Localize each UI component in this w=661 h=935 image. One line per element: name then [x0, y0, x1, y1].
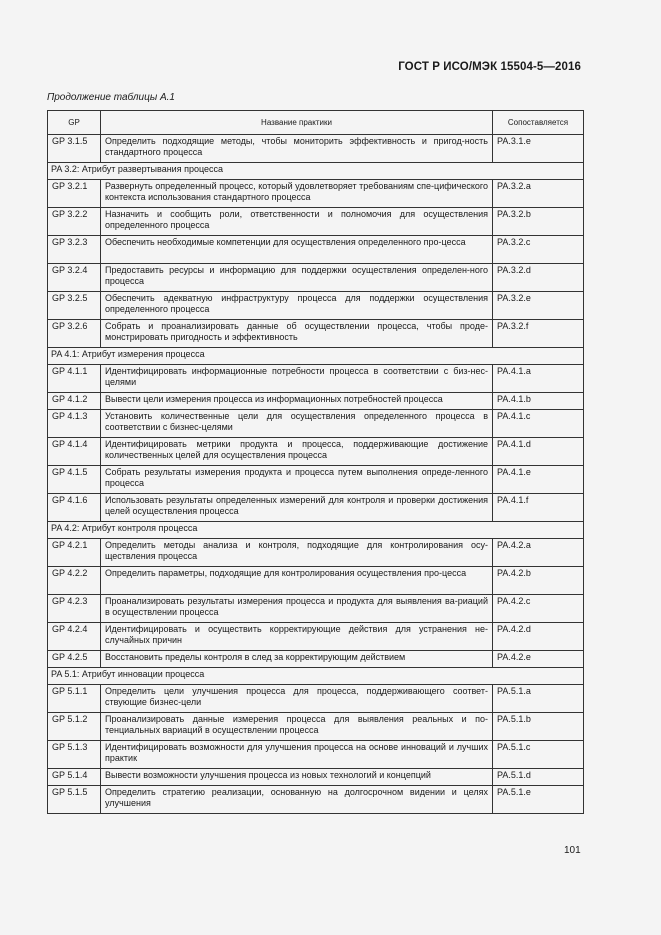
table-row [48, 595, 584, 623]
practice-name-cell: Идентифицировать информационные потребности процесса в соответствии с биз-нес-целями [101, 365, 493, 393]
gp-cell: GP 3.2.2 [48, 208, 101, 236]
table-row [48, 410, 584, 438]
mapped-pa-cell: PA.3.2.d [493, 264, 584, 292]
table-row [48, 180, 584, 208]
practice-name-cell: Вывести цели измерения процесса из информационных потребностей процесса [101, 393, 493, 410]
gp-cell: GP 4.1.1 [48, 365, 101, 393]
table-row [48, 623, 584, 651]
gp-cell: GP 5.1.1 [48, 685, 101, 713]
practice-name-cell: Определить стратегию реализации, основанную на долгосрочном видении и целях улучшения [101, 786, 493, 814]
mapped-pa-cell: PA.3.2.f [493, 320, 584, 348]
mapped-pa-cell: PA.4.2.a [493, 539, 584, 567]
group-row [48, 163, 584, 180]
gp-cell: GP 5.1.5 [48, 786, 101, 814]
group-row [48, 522, 584, 539]
mapped-pa-cell: PA.4.1.f [493, 494, 584, 522]
mapped-pa-cell: PA.4.1.a [493, 365, 584, 393]
practice-name-cell: Назначить и сообщить роли, ответственности и полномочия для осуществления определенного процесса [101, 208, 493, 236]
table-row [48, 365, 584, 393]
mapped-pa-cell: PA.5.1.d [493, 769, 584, 786]
mapped-pa-cell: PA.4.2.d [493, 623, 584, 651]
mapped-pa-cell: PA.3.1.e [493, 135, 584, 163]
table-row [48, 208, 584, 236]
gp-cell: GP 4.2.5 [48, 651, 101, 668]
table-header-row [48, 111, 584, 135]
gp-cell: GP 5.1.3 [48, 741, 101, 769]
practice-name-cell: Идентифицировать метрики продукта и процесса, поддерживающие достижение количественных целей для осуществления процесса [101, 438, 493, 466]
document-header: ГОСТ Р ИСО/МЭК 15504-5—2016 [398, 61, 581, 73]
table-caption: Продолжение таблицы А.1 [47, 92, 175, 103]
group-label: PA 5.1: Атрибут инновации процесса [48, 668, 584, 685]
table-row [48, 769, 584, 786]
mapped-pa-cell: PA.5.1.c [493, 741, 584, 769]
table-row [48, 651, 584, 668]
mapped-pa-cell: PA.4.1.b [493, 393, 584, 410]
gp-cell: GP 4.1.5 [48, 466, 101, 494]
page-number: 101 [564, 845, 581, 856]
practices-table [47, 110, 584, 814]
gp-cell: GP 3.2.4 [48, 264, 101, 292]
table-row [48, 539, 584, 567]
group-row [48, 348, 584, 365]
table-row [48, 236, 584, 264]
gp-cell: GP 3.2.6 [48, 320, 101, 348]
mapped-pa-cell: PA.4.2.e [493, 651, 584, 668]
mapped-pa-cell: PA.4.2.c [493, 595, 584, 623]
group-label: PA 4.1: Атрибут измерения процесса [48, 348, 584, 365]
practice-name-cell: Установить количественные цели для осуществления определенного процесса в соответствии с бизнес-целями [101, 410, 493, 438]
gp-cell: GP 5.1.2 [48, 713, 101, 741]
mapped-pa-cell: PA.3.2.e [493, 292, 584, 320]
practice-name-cell: Восстановить пределы контроля в след за корректирующим действием [101, 651, 493, 668]
mapped-pa-cell: PA.3.2.b [493, 208, 584, 236]
practice-name-cell: Обеспечить необходимые компетенции для осуществления определенного про-цесса [101, 236, 493, 264]
gp-cell: GP 4.1.3 [48, 410, 101, 438]
gp-cell: GP 4.1.4 [48, 438, 101, 466]
gp-cell: GP 4.2.4 [48, 623, 101, 651]
table-row [48, 264, 584, 292]
practice-name-cell: Развернуть определенный процесс, который удовлетворяет требованиям спе-цифического контекста использования стандартного процесса [101, 180, 493, 208]
practice-name-cell: Определить подходящие методы, чтобы мониторить эффективность и пригод-ность стандартного процесса [101, 135, 493, 163]
table-row [48, 466, 584, 494]
gp-cell: GP 3.2.1 [48, 180, 101, 208]
table-row [48, 567, 584, 595]
gp-cell: GP 3.2.3 [48, 236, 101, 264]
gp-cell: GP 4.1.2 [48, 393, 101, 410]
column-header-mapped: Сопоставляется [493, 111, 584, 135]
mapped-pa-cell: PA.3.2.a [493, 180, 584, 208]
column-header-practice-name: Название практики [101, 111, 493, 135]
table-row [48, 135, 584, 163]
group-row [48, 668, 584, 685]
gp-cell: GP 4.2.2 [48, 567, 101, 595]
practice-name-cell: Проанализировать результаты измерения процесса и продукта для выявления ва-риаций в осуществлении процесса [101, 595, 493, 623]
table-row [48, 685, 584, 713]
table-row [48, 741, 584, 769]
practice-name-cell: Собрать и проанализировать данные об осуществлении процесса, чтобы проде-монстрировать пригодность и эффективность [101, 320, 493, 348]
practice-name-cell: Предоставить ресурсы и информацию для поддержки осуществления определен-ного процесса [101, 264, 493, 292]
group-label: PA 3.2: Атрибут развертывания процесса [48, 163, 584, 180]
mapped-pa-cell: PA.4.2.b [493, 567, 584, 595]
practice-name-cell: Определить цели улучшения процесса для процесса, поддерживающего соответ-ствующие бизнес-цели [101, 685, 493, 713]
mapped-pa-cell: PA.5.1.a [493, 685, 584, 713]
table-row [48, 786, 584, 814]
gp-cell: GP 4.1.6 [48, 494, 101, 522]
practice-name-cell: Обеспечить адекватную инфраструктуру процесса для поддержки осуществления определенного процесса [101, 292, 493, 320]
mapped-pa-cell: PA.4.1.e [493, 466, 584, 494]
table-row [48, 393, 584, 410]
practice-name-cell: Проанализировать данные измерения процесса для выявления реальных и по-тенциальных вариаций в осуществлении процесса [101, 713, 493, 741]
gp-cell: GP 4.2.1 [48, 539, 101, 567]
table-row [48, 713, 584, 741]
gp-cell: GP 3.2.5 [48, 292, 101, 320]
practice-name-cell: Использовать результаты определенных измерений для контроля и проверки достижения целей осуществления процесса [101, 494, 493, 522]
practice-name-cell: Определить параметры, подходящие для контролирования осуществления про-цесса [101, 567, 493, 595]
table-row [48, 494, 584, 522]
mapped-pa-cell: PA.4.1.c [493, 410, 584, 438]
column-header-gp: GP [48, 111, 101, 135]
practice-name-cell: Определить методы анализа и контроля, подходящие для контролирования осу-ществления процесса [101, 539, 493, 567]
practice-name-cell: Идентифицировать и осуществить корректирующие действия для устранения не-случайных причин [101, 623, 493, 651]
mapped-pa-cell: PA.5.1.e [493, 786, 584, 814]
table-row [48, 320, 584, 348]
practice-name-cell: Вывести возможности улучшения процесса из новых технологий и концепций [101, 769, 493, 786]
gp-cell: GP 4.2.3 [48, 595, 101, 623]
practice-name-cell: Собрать результаты измерения продукта и процесса путем выполнения опреде-ленного процесса [101, 466, 493, 494]
gp-cell: GP 5.1.4 [48, 769, 101, 786]
mapped-pa-cell: PA.4.1.d [493, 438, 584, 466]
table-row [48, 438, 584, 466]
practice-name-cell: Идентифицировать возможности для улучшения процесса на основе инноваций и лучших практик [101, 741, 493, 769]
mapped-pa-cell: PA.5.1.b [493, 713, 584, 741]
mapped-pa-cell: PA.3.2.c [493, 236, 584, 264]
group-label: PA 4.2: Атрибут контроля процесса [48, 522, 584, 539]
gp-cell: GP 3.1.5 [48, 135, 101, 163]
table-row [48, 292, 584, 320]
